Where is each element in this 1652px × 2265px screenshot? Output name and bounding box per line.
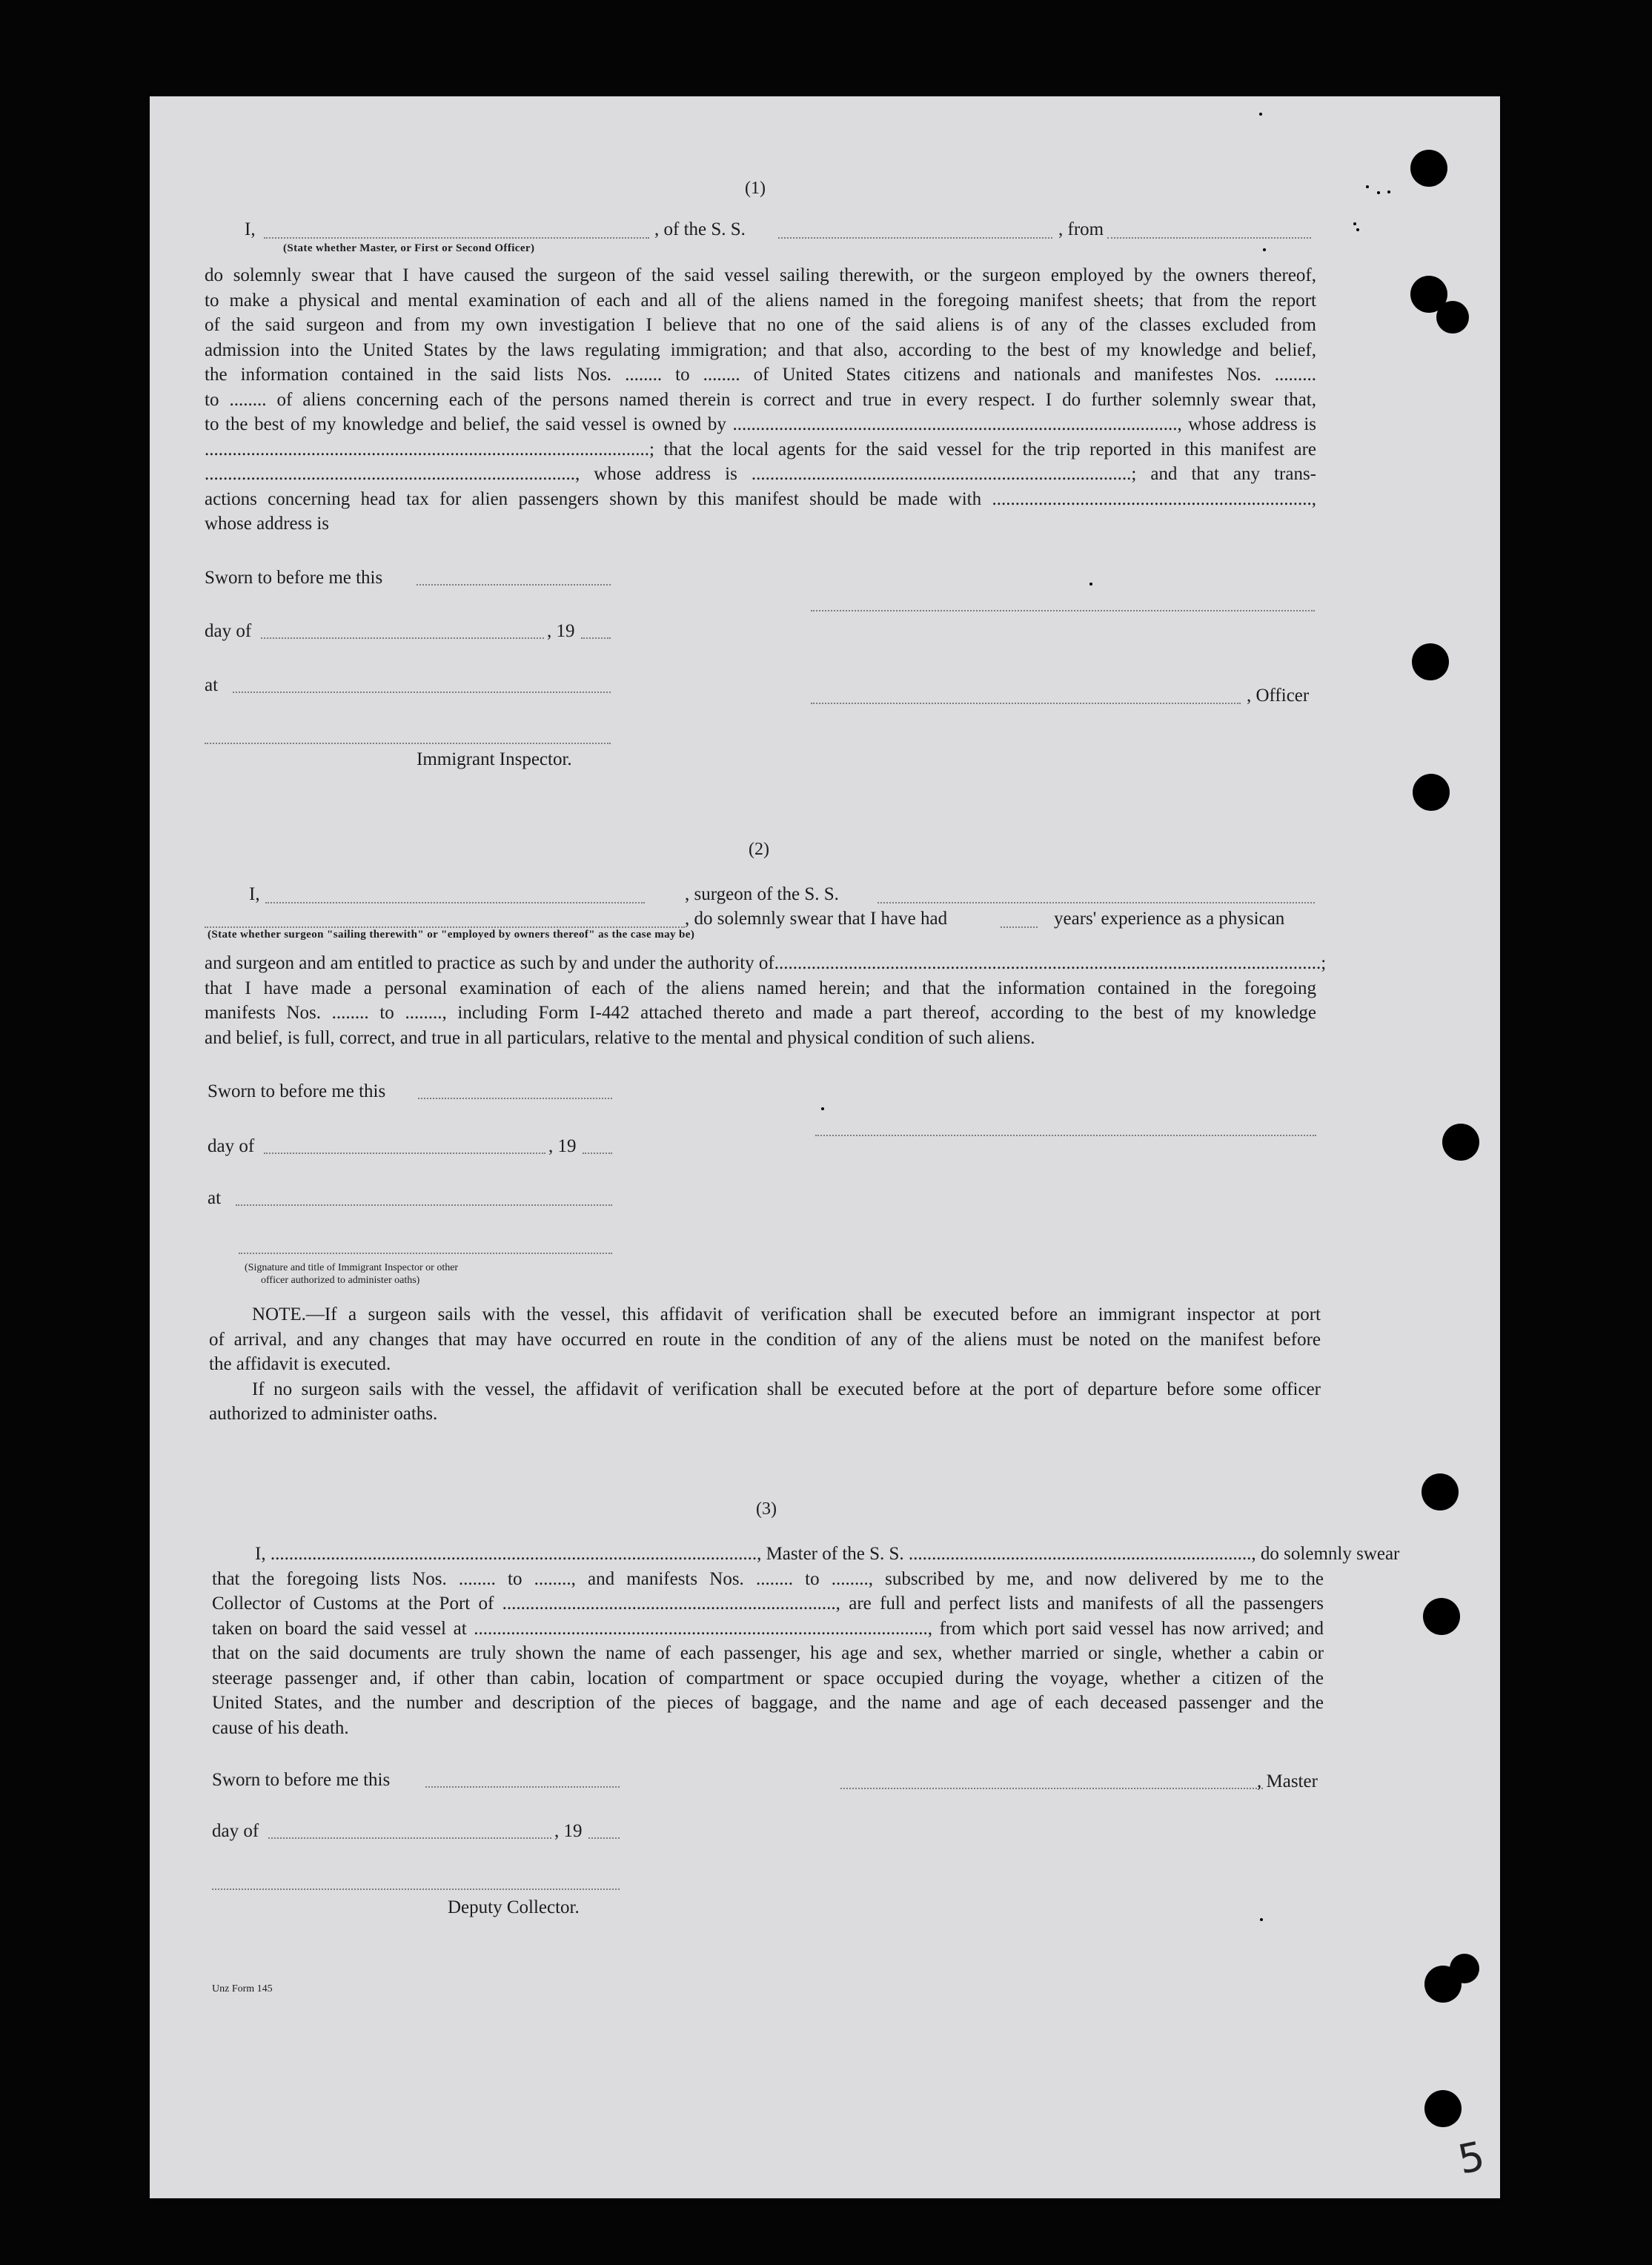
note-line: NOTE.—If a surgeon sails with the vessel, this affidavit of verification shall be executed before an immigrant inspector at port [252,1304,1321,1324]
scan-speck [1259,113,1262,116]
section2-day-line[interactable] [264,1153,545,1154]
note-line: If no surgeon sails with the vessel, the affidavit of verification shall be executed before at the port of departure before some officer [252,1379,1321,1399]
section1-inspector-label: Immigrant Inspector. [417,749,572,769]
section3-year-label: , 19 [554,1821,583,1841]
form-number: Unz Form 145 [212,1983,273,1994]
section1-year-line[interactable] [581,637,611,639]
master-signature-line[interactable] [840,1788,1263,1789]
section1-line: admission into the United States by the laws regulating immigration; and that also, according to the best of my knowledge and belief, [205,339,1316,360]
section1-line: to make a physical and mental examination of each and all of the aliens named in the foregoing manifest sheets; that from the report [205,290,1316,311]
section2-do-solemnly: , do solemnly swear that I have had [685,909,948,929]
section2-sworn-line[interactable] [418,1098,612,1099]
section2-sworn-label: Sworn to before me this [208,1081,386,1101]
scan-speck [1263,248,1266,251]
section2-line: and belief, is full, correct, and true in all particulars, relative to the mental and physical condition of such aliens. [205,1027,1035,1048]
section1-sworn-line[interactable] [417,584,611,586]
section3-day-line[interactable] [268,1837,551,1839]
section1-line: to the best of my knowledge and belief, the said vessel is owned by ................................................................................................, whose address is [205,414,1316,434]
section1-at-line[interactable] [233,692,611,693]
section2-line: that I have made a personal examination of each of the aliens named herein; and that the information contained in the foregoing [205,978,1316,998]
section3-sworn-label: Sworn to before me this [212,1770,391,1790]
section3-line: that on the said documents are truly shown the name of each passenger, his age and sex, whether married or single, whether a cabin or [212,1643,1324,1663]
section3-master-label: , Master [1257,1771,1318,1791]
section2-line: manifests Nos. ........ to ........, including Form I-442 attached thereto and made a part thereof, according to the best of my knowledge [205,1003,1316,1023]
punch-hole [1450,1954,1479,1983]
inspector-signature-line[interactable] [239,1253,612,1254]
section1-line: the information contained in the said lists Nos. ........ to ........ of United States citizens and nationals and manifestes Nos. ......... [205,365,1316,385]
section1-day-line[interactable] [261,637,544,639]
years-experience-line[interactable] [1001,926,1038,928]
section3-oath-text [212,1542,1400,1740]
section2-year-line[interactable] [583,1153,612,1154]
surgeon-vessel-line[interactable] [878,902,1315,903]
scan-speck [1377,191,1380,194]
section2-surgeon-signature-line[interactable] [815,1135,1316,1136]
section1-line: do solemnly swear that I have caused the surgeon of the said vessel sailing therewith, or the surgeon employed by the owners thereof, [205,265,1316,285]
section3-line: I, ........................................................................................................., Master of the S. S. .........................................................................., do solemnly swear [255,1544,1400,1564]
section2-number: (2) [749,840,769,859]
section2-note [209,1302,1321,1427]
punch-hole [1436,301,1469,334]
section1-sworn-label: Sworn to before me this [205,568,383,588]
surgeon-name-line[interactable] [265,902,645,903]
section1-i-label: I, [245,219,256,239]
section3-line: cause of his death. [212,1717,349,1738]
section1-line: actions concerning head tax for alien passengers shown by this manifest should be made with ....................................................................., [205,488,1316,509]
section2-day-of-label: day of [208,1136,255,1156]
punch-hole [1423,1598,1460,1635]
section3-line: United States, and the number and description of the pieces of baggage, and the name and age of each deceased passenger and the [212,1693,1324,1713]
manifest-affidavit-page [150,96,1500,2198]
officer-name-line[interactable] [264,237,649,239]
punch-hole [1422,1473,1459,1510]
section2-years-experience: years' experience as a physican [1054,909,1285,929]
section3-day-of-label: day of [212,1821,259,1841]
vessel-name-line[interactable] [778,237,1052,239]
section1-number: (1) [745,179,766,198]
punch-hole [1424,2090,1462,2127]
section1-day-of-label: day of [205,621,252,641]
section2-at-label: at [208,1188,222,1208]
section3-line: taken on board the said vessel at .................................................................................................., from which port said vessel has now arrived; and [212,1618,1324,1639]
note-line: authorized to administer oaths. [209,1404,438,1424]
officer-hint: (State whether Master, or First or Second Officer) [283,242,535,254]
punch-hole [1442,1124,1479,1161]
section3-number: (3) [756,1499,777,1519]
section1-officer-title-line[interactable] [811,703,1241,704]
section2-line: and surgeon and am entitled to practice as such by and under the authority of......................................................................................................................; [205,953,1327,973]
punch-hole [1413,774,1450,811]
section3-line: steerage passenger and, if other than cabin, location of compartment or space occupied during the voyage, whether a citizen of the [212,1668,1324,1688]
section1-line: whose address is [205,514,330,534]
section1-at-label: at [205,675,219,695]
section1-from-label: , from [1058,219,1104,239]
section3-sworn-line[interactable] [425,1786,620,1788]
section3-year-line[interactable] [588,1837,620,1839]
scan-speck [1356,228,1359,231]
punch-hole [1410,150,1447,187]
from-port-line[interactable] [1107,237,1311,239]
section3-deputy-label: Deputy Collector. [448,1897,580,1917]
signature-hint-1: (Signature and title of Immigrant Inspector or other [245,1262,459,1273]
scan-speck [1353,222,1356,225]
section2-surgeon-of-ss: , surgeon of the S. S. [685,884,839,904]
scan-speck [1260,1918,1263,1921]
note-line: the affidavit is executed. [209,1354,391,1374]
section2-year-label: , 19 [548,1136,577,1156]
section3-line: Collector of Customs at the Port of ........................................................................, are full and perfect lists and manifests of all the passengers [212,1594,1324,1614]
scan-speck [1366,185,1369,188]
section2-i-label: I, [249,884,260,904]
punch-hole [1412,643,1449,680]
scan-speck [821,1107,824,1110]
section1-line: to ........ of aliens concerning each of the persons named therein is correct and true in every respect. I do further solemnly swear that, [205,389,1316,410]
scan-speck [1089,583,1092,586]
scan-speck [1387,190,1390,193]
section1-inspector-line[interactable] [205,743,611,744]
section1-officer-label: , Officer [1247,686,1310,706]
section1-of-the-ss: , of the S. S. [654,219,746,239]
section1-year-label: , 19 [547,621,575,641]
handwritten-page-number: 5 [1453,2132,1489,2183]
surgeon-hint: (State whether surgeon "sailing therewith" or "employed by owners thereof" as the case may be) [208,929,695,941]
deputy-collector-line[interactable] [212,1888,620,1890]
signature-hint-2: officer authorized to administer oaths) [261,1275,420,1286]
section1-line: ................................................................................................; that the local agents for the said vessel for the trip reported in this manifest are [205,439,1316,460]
section1-officer-signature-line[interactable] [811,610,1315,611]
section2-at-line[interactable] [236,1204,612,1206]
section1-oath-text [205,263,1316,537]
section1-line: of the said surgeon and from my own investigation I believe that no one of the said aliens is of any of the classes excluded from [205,315,1316,335]
section3-line: that the foregoing lists Nos. ........ to ........, and manifests Nos. ........ to ........, subscribed by me, and now delivered by me to the [212,1568,1324,1589]
section2-oath-text [205,951,1327,1050]
note-line: of arrival, and any changes that may have occurred en route in the condition of any of the aliens must be noted on the manifest before [209,1329,1321,1350]
section1-line: ................................................................................, whose address is ..................................................................................; and that any trans- [205,464,1316,484]
